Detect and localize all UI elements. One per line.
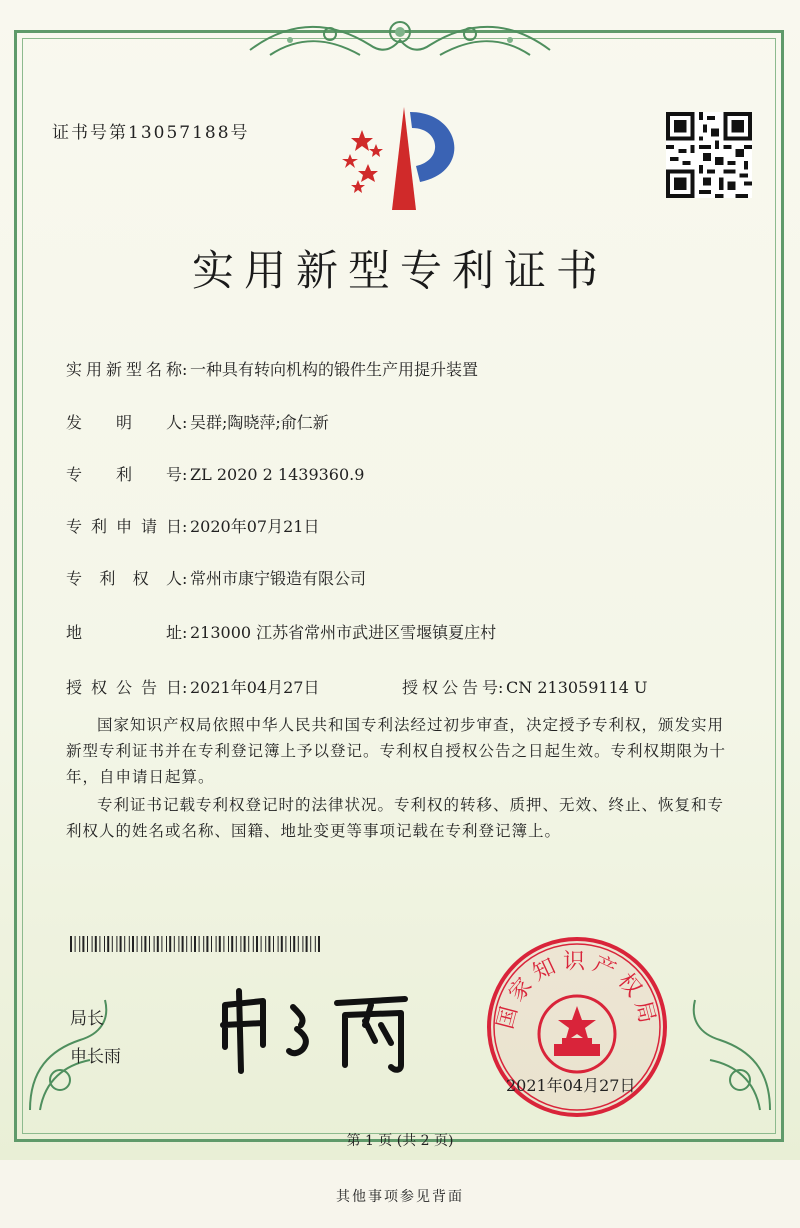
legal-status-paragraph: 专利证书记载专利权登记时的法律状况。专利权的转移、质押、无效、终止、恢复和专利权人的姓名或名称、国籍、地址变更等事项记载在专利登记簿上。 (66, 796, 725, 840)
director-signature-icon (205, 985, 445, 1075)
field-value: 2020年07月21日 (190, 517, 320, 536)
field-value: 吴群;陶晓萍;俞仁新 (190, 413, 329, 432)
field-label: 专 利 权 人 (66, 569, 182, 588)
field-value: 一种具有转向机构的锻件生产用提升装置 (190, 360, 479, 379)
field-label: 授权公告日 (66, 678, 182, 697)
page-indicator: 第 1 页 (共 2 页) (346, 1133, 454, 1149)
field-grant-date: 授权公告日: 2021年04月27日 (66, 675, 319, 698)
certificate-number: 证书号第13057188号 (52, 123, 250, 143)
certificate-title: 实用新型专利证书 (191, 246, 608, 295)
seal-date: 2021年04月27日 (506, 1076, 636, 1095)
field-patentee: 专 利 权 人: 常州市康宁锻造有限公司 (66, 566, 366, 589)
field-label: 地 址 (66, 623, 182, 642)
field-utility-model-name: 实用新型名称: 一种具有转向机构的锻件生产用提升装置 (66, 357, 478, 380)
field-label: 实用新型名称 (66, 360, 182, 379)
field-grant-number: 授权公告号: CN 213059114 U (402, 675, 648, 698)
seal-text: 国家知识产权局 (493, 949, 661, 1032)
field-label: 专利申请日 (66, 517, 182, 536)
director-name: 申长雨 (70, 1047, 121, 1067)
barcode-icon (70, 936, 320, 952)
field-value: 2021年04月27日 (190, 678, 320, 697)
field-label: 专 利 号 (66, 465, 182, 484)
back-side-note: 其他事项参见背面 (336, 1189, 464, 1205)
field-value: CN 213059114 U (506, 678, 648, 697)
field-label: 发 明 人 (66, 413, 182, 432)
corner-ornament-icon (670, 980, 780, 1120)
field-value: 213000 江苏省常州市武进区雪堰镇夏庄村 (190, 623, 497, 642)
grant-statement-paragraph: 国家知识产权局依照中华人民共和国专利法经过初步审查，决定授予专利权，颁发实用新型专利证书并在专利登记簿上予以登记。专利权自授权公告之日起生效。专利权期限为十年，自申请日起算。 (66, 716, 727, 786)
top-ornament-icon (230, 10, 570, 70)
field-value: 常州市康宁锻造有限公司 (190, 569, 367, 588)
director-title: 局长 (70, 1009, 104, 1029)
field-address: 地 址: 213000 江苏省常州市武进区雪堰镇夏庄村 (66, 620, 496, 643)
field-label: 授权公告号 (402, 678, 498, 697)
field-value: ZL 2020 2 1439360.9 (190, 465, 365, 484)
field-patent-number: 专 利 号: ZL 2020 2 1439360.9 (66, 462, 364, 485)
field-filing-date: 专利申请日: 2020年07月21日 (66, 514, 319, 537)
cnipa-logo-icon (332, 102, 472, 212)
field-inventor: 发 明 人: 吴群;陶晓萍;俞仁新 (66, 410, 329, 433)
qr-code-icon (666, 112, 752, 198)
